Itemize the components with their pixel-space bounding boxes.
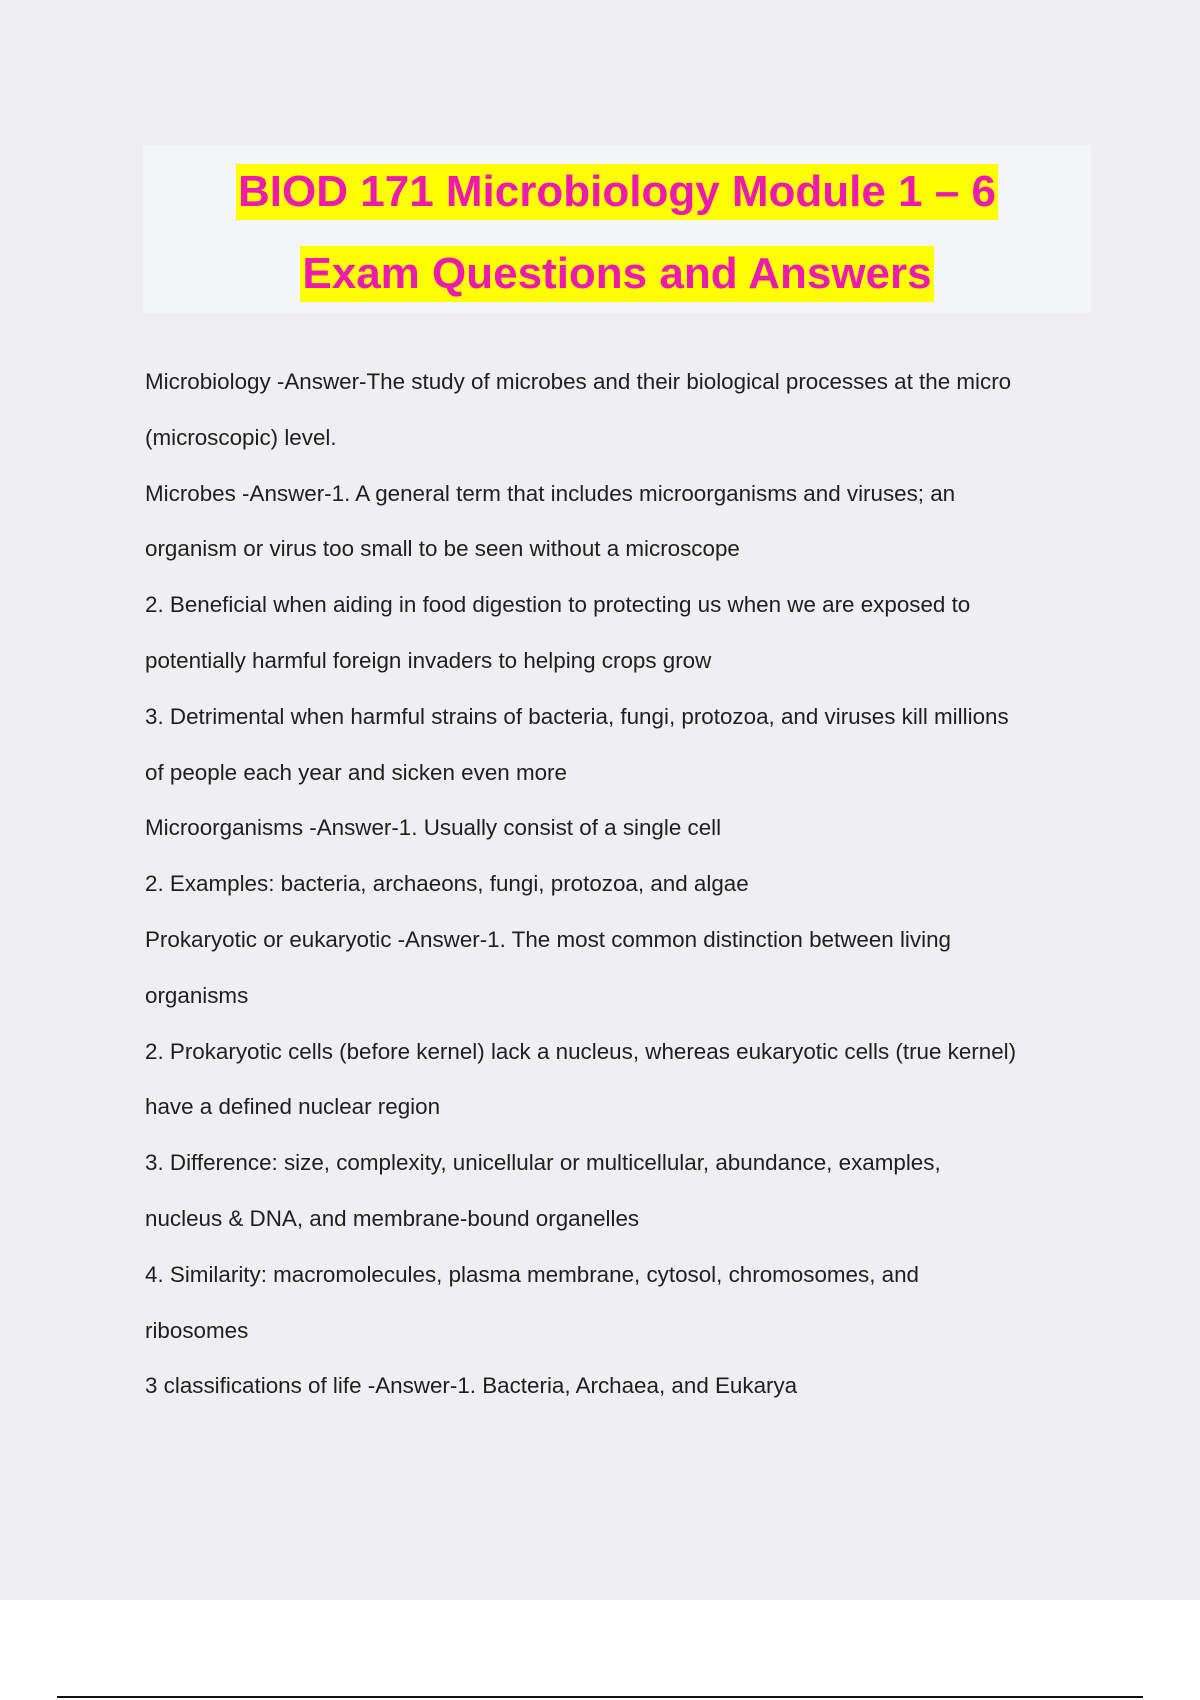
- text-line: have a defined nuclear region: [145, 1094, 441, 1120]
- text-line: 3. Difference: size, complexity, unicellular or multicellular, abundance, examples,: [145, 1150, 941, 1176]
- text-line: Prokaryotic or eukaryotic -Answer-1. The most common distinction between living: [145, 926, 951, 952]
- text-line: potentially harmful foreign invaders to helping crops grow: [145, 647, 712, 673]
- text-line: (microscopic) level.: [145, 424, 337, 450]
- document-title-line-1: BIOD 171 Microbiology Module 1 – 6: [236, 164, 998, 220]
- text-line: 3 classifications of life -Answer-1. Bacteria, Archaea, and Eukarya: [145, 1373, 798, 1399]
- text-line: Microbes -Answer-1. A general term that includes microorganisms and viruses; an: [145, 480, 956, 506]
- document-title-line-2: Exam Questions and Answers: [300, 246, 933, 302]
- text-line: Microbiology -Answer-The study of microbes and their biological processes at the micro: [145, 369, 1012, 394]
- text-line: 2. Beneficial when aiding in food digestion to protecting us when we are exposed to: [145, 592, 971, 618]
- text-line: organism or virus too small to be seen without a microscope: [145, 536, 740, 562]
- qa-content: [145, 354, 1105, 1414]
- text-line: Microorganisms -Answer-1. Usually consist of a single cell: [145, 815, 722, 841]
- footer-divider: [57, 1696, 1143, 1698]
- text-line: organisms: [145, 982, 249, 1008]
- title-block: [143, 145, 1091, 313]
- text-line: ribosomes: [145, 1317, 249, 1343]
- text-line: nucleus & DNA, and membrane-bound organelles: [145, 1205, 640, 1231]
- text-line: of people each year and sicken even more: [145, 759, 567, 785]
- text-line: 2. Prokaryotic cells (before kernel) lack a nucleus, whereas eukaryotic cells (true kernel): [145, 1038, 1017, 1064]
- title-row-2: [143, 233, 1091, 315]
- text-line: 2. Examples: bacteria, archaeons, fungi, protozoa, and algae: [145, 871, 749, 897]
- title-row-1: [143, 151, 1091, 233]
- text-line: 3. Detrimental when harmful strains of bacteria, fungi, protozoa, and viruses kill millions: [145, 703, 1009, 729]
- text-line: 4. Similarity: macromolecules, plasma membrane, cytosol, chromosomes, and: [145, 1261, 919, 1287]
